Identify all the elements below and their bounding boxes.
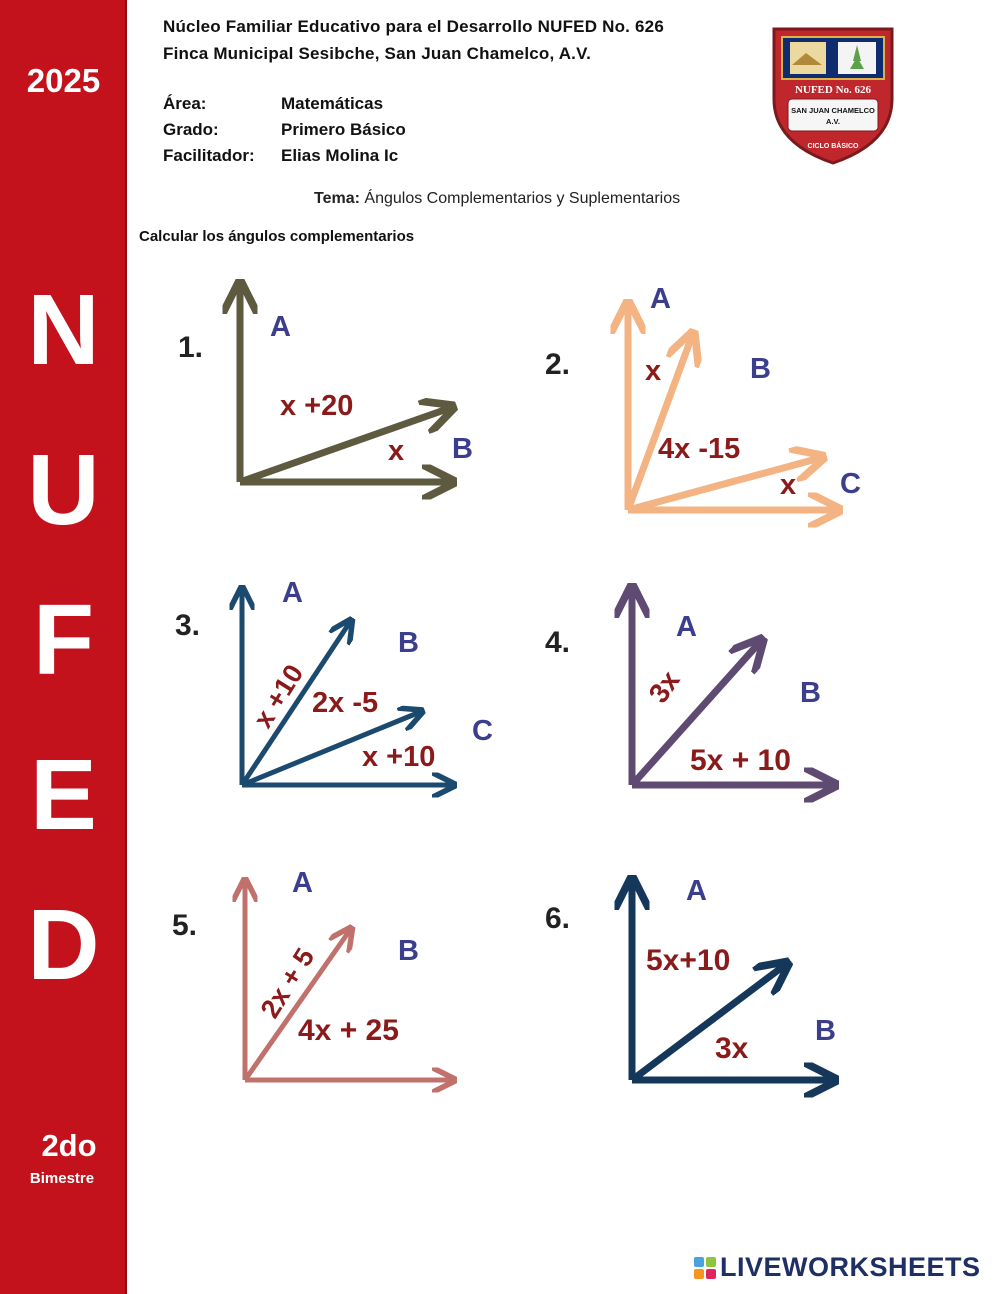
problem-4-point-a: A [676,611,697,643]
area-label: Área: [163,94,207,113]
problem-2-point-a: A [650,283,671,315]
problem-4-number: 4. [545,626,571,659]
problem-5-point-a: A [292,867,313,899]
problem-3-angle-2: 2x -5 [312,687,379,719]
school-name: Núcleo Familiar Educativo para el Desarrollo NUFED No. 626 [163,17,664,36]
topic-value: Ángulos Complementarios y Suplementarios [364,190,681,207]
problem-6-diagram [545,875,836,1080]
problem-6-angle-2: 3x [715,1032,749,1065]
facilitator-label: Facilitador: [163,146,255,165]
banner-letter-d: D [27,889,100,1001]
problem-2-angle-2: 4x -15 [658,433,741,465]
school-crest-logo [770,25,896,172]
problem-2-point-c: C [840,468,861,500]
angle-exercises-figure [150,270,890,1100]
problem-5-number: 5. [172,909,198,942]
problem-1-point-a: A [270,311,291,343]
problem-1-diagram [178,286,473,482]
problem-5-angle-2: 4x + 25 [298,1014,399,1047]
problem-3-angle-1: x +10 [247,659,310,734]
problem-2-angle-1: x [645,355,662,387]
problem-5-point-b: B [398,935,419,967]
area-value: Matemáticas [281,94,384,113]
problem-4-angle-2: 5x + 10 [690,744,791,777]
problem-2-point-b: B [750,353,771,385]
school-address: Finca Municipal Sesibche, San Juan Chamelco, A.V. [163,44,592,63]
problem-6-angle-1: 5x+10 [646,944,731,977]
liveworksheets-watermark [694,1252,981,1283]
problem-4-diagram [545,590,832,785]
logo-bottom-text: CICLO BÁSICO [807,143,859,150]
problem-1-point-b: B [452,433,473,465]
instruction-text: Calcular los ángulos complementarios [139,228,415,245]
problem-5-angle-1: 2x + 5 [254,942,321,1024]
problem-3-angle-3: x +10 [362,741,436,773]
facilitator-value: Elias Molina Ic [281,146,399,165]
problem-1-number: 1. [178,331,204,364]
grade-label: Grado: [163,120,219,139]
banner-letter-f: F [32,584,95,696]
problem-2-diagram [545,283,861,510]
liveworksheets-logo-icon [694,1257,716,1279]
problem-4-point-b: B [800,677,821,709]
problem-3-point-b: B [398,627,419,659]
watermark-text: LIVEWORKSHEETS [720,1252,981,1282]
problem-1-angle-b: x [388,435,405,467]
banner-letter-u: U [27,434,100,546]
problem-3-point-c: C [472,715,493,747]
topic-label: Tema: [314,190,360,207]
logo-middle-text-1: SAN JUAN CHAMELCO [791,106,875,115]
grade-value: Primero Básico [281,120,406,139]
logo-top-text: NUFED No. 626 [794,84,872,96]
sidebar-banner [0,0,127,1294]
problem-6-number: 6. [545,902,571,935]
topic-line [314,190,680,208]
problem-4-angle-1: 3x [642,665,686,709]
problem-6-point-b: B [815,1015,836,1047]
problem-3-number: 3. [175,609,201,642]
problem-2-number: 2. [545,348,571,381]
banner-letter-e: E [30,739,97,851]
problem-2-angle-3: x [780,469,797,501]
bimester-number: 2do [41,1128,97,1163]
problem-3-diagram [175,577,493,785]
logo-middle-text-2: A.V. [826,117,840,126]
problem-3-point-a: A [282,577,303,609]
bimester-label: Bimestre [29,1170,95,1187]
banner-letter-n: N [27,274,100,386]
year-label: 2025 [26,62,101,99]
problem-1-angle-ab: x +20 [280,390,354,422]
problem-6-point-a: A [686,875,707,907]
problem-5-diagram [172,867,452,1080]
